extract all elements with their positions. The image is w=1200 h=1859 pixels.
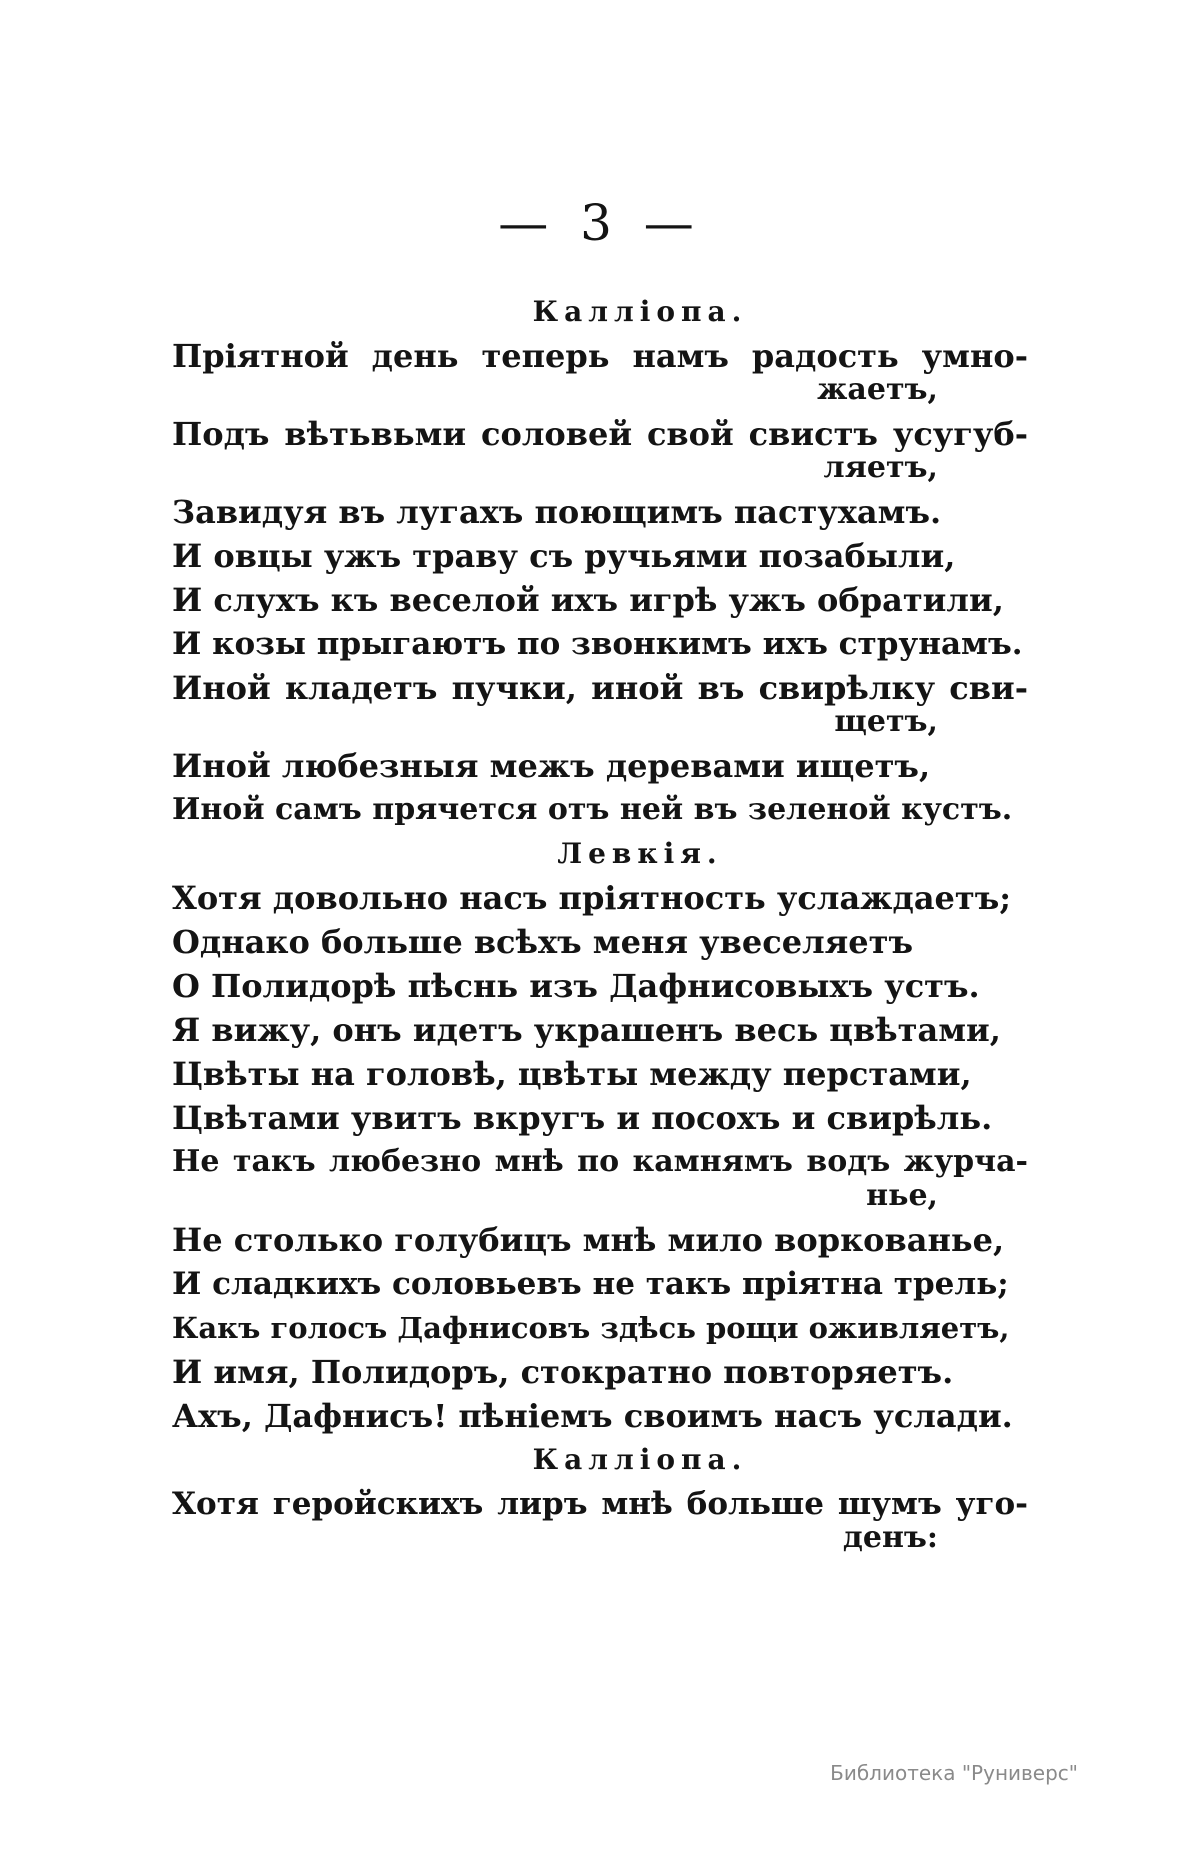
verse-line: Я вижу, онъ идетъ украшенъ весь цвѣтами,	[172, 1011, 1001, 1049]
verse-line-continuation: щетъ,	[834, 704, 938, 739]
library-watermark: Библиотека "Руниверс"	[830, 1761, 1078, 1785]
verse-text	[172, 290, 1028, 1560]
verse-line: Прiятной день теперь намъ радость умно-	[172, 337, 1028, 375]
verse-line: И сладкихъ соловьевъ не такъ прiятна трель;	[172, 1266, 1009, 1302]
verse-line: Хотя геройскихъ лиръ мнѣ больше шумъ уго-	[172, 1486, 1028, 1522]
verse-line: Ахъ, Дафнисъ! пѣнiемъ своимъ насъ услади.	[172, 1397, 1013, 1435]
verse-line: Цвѣты на головѣ, цвѣты между перстами,	[172, 1055, 972, 1093]
speaker-name: Левкiя.	[557, 837, 723, 870]
verse-line: Иной кладетъ пучки, иной въ свирѣлку сви-	[172, 669, 1028, 707]
speaker-name: Каллiопа.	[532, 295, 748, 328]
verse-line: Иной любезныя межъ деревами ищетъ,	[172, 747, 931, 785]
page-number: — 3 —	[498, 194, 702, 252]
verse-line: Однако больше всѣхъ меня увеселяетъ	[172, 923, 914, 961]
verse-line-continuation: жаетъ,	[817, 372, 938, 407]
verse-line: И имя, Полидоръ, стократно повторяетъ.	[172, 1353, 954, 1391]
verse-line: Какъ голосъ Дафнисовъ здѣсь рощи оживляетъ,	[172, 1311, 1010, 1345]
verse-line: Завидуя въ лугахъ поющимъ пастухамъ.	[172, 493, 942, 531]
verse-line-continuation: ляетъ,	[823, 450, 938, 485]
verse-line: И овцы ужъ траву съ ручьями позабыли,	[172, 537, 956, 575]
verse-line: И козы прыгаютъ по звонкимъ ихъ струнамъ.	[172, 626, 1023, 662]
verse-line: И слухъ къ веселой ихъ игрѣ ужъ обратили,	[172, 581, 1004, 619]
verse-line: О Полидорѣ пѣснь изъ Дафнисовыхъ устъ.	[172, 967, 980, 1005]
verse-line-continuation: денъ:	[842, 1520, 938, 1555]
verse-line: Хотя довольно насъ прiятность услаждаетъ;	[172, 879, 1012, 917]
verse-line: Не столько голубицъ мнѣ мило воркованье,	[172, 1221, 1005, 1259]
verse-line-continuation: нье,	[866, 1178, 938, 1213]
verse-line: Не такъ любезно мнѣ по камнямъ водъ журча-	[172, 1144, 1028, 1179]
verse-line: Иной самъ прячется отъ ней въ зеленой кустъ.	[172, 792, 1013, 827]
speaker-name: Каллiопа.	[532, 1443, 748, 1476]
verse-line: Цвѣтами увитъ вкругъ и посохъ и свирѣль.	[172, 1099, 993, 1137]
verse-line: Подъ вѣтьвьми соловей свой свистъ усугуб-	[172, 415, 1028, 453]
